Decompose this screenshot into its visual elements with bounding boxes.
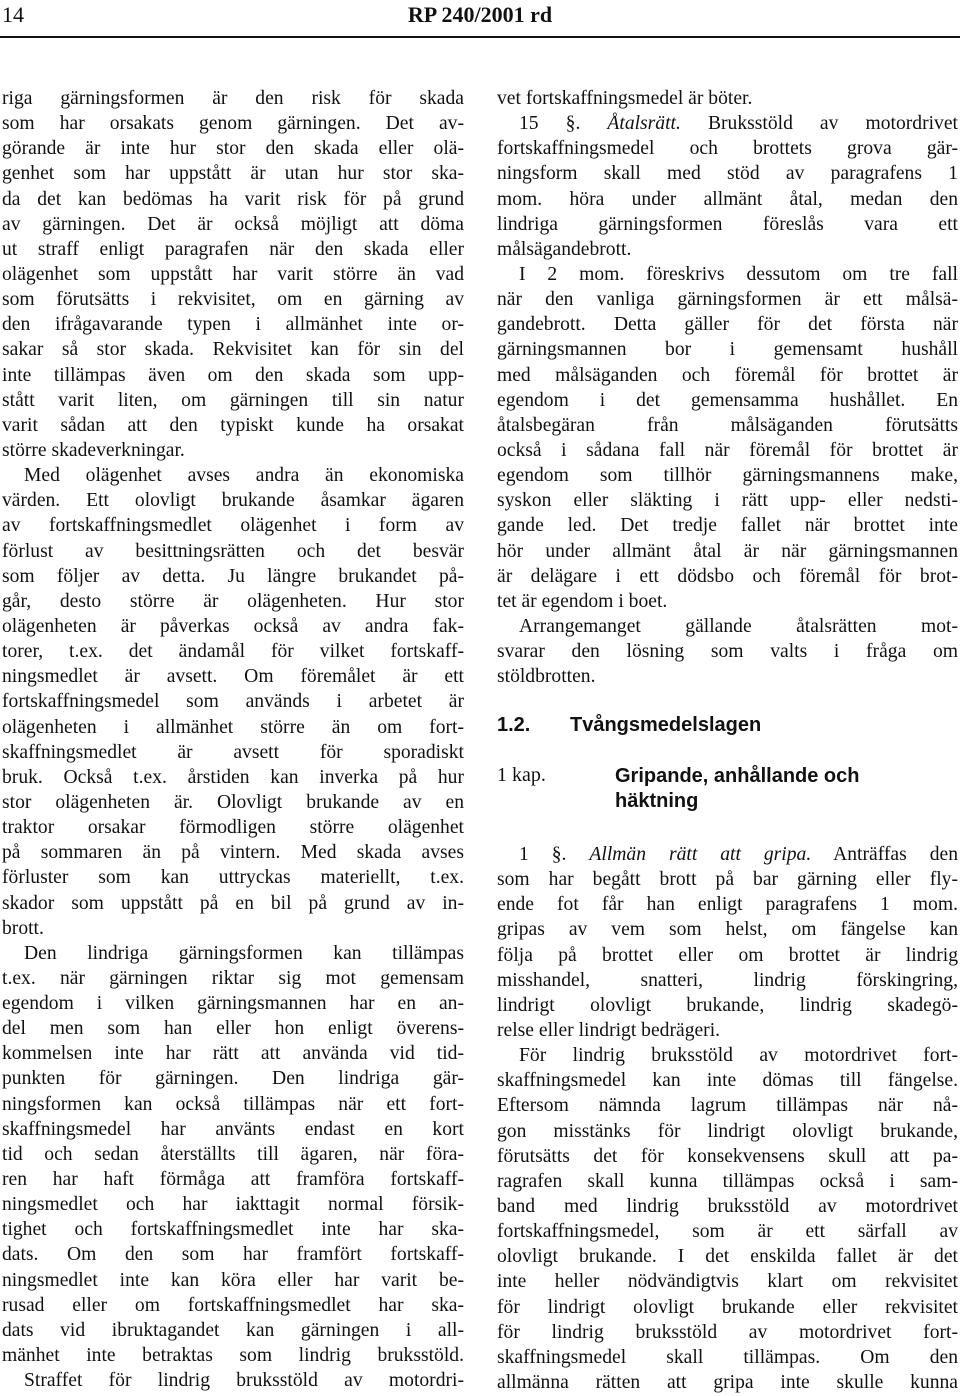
text-line: gärningsmannen bor i gemensamt hushåll <box>497 339 958 361</box>
text-line: för lindrigt olovligt brukande eller rekvisitet <box>497 1296 958 1318</box>
text-line: lindriga gärningsformen föreslås vara ett <box>497 213 958 235</box>
text-line: egendom i det gemensamma hushållet. En <box>497 389 958 411</box>
text-line: när den vanliga gärningsformen är ett målsä- <box>497 289 958 311</box>
text-line: 15 §. Åtalsrätt. Bruksstöld av motordrivet <box>519 113 958 135</box>
text-line: olägenheten i allmänhet större än om fort- <box>2 716 464 738</box>
section-number: 1.2. <box>497 714 531 736</box>
text-line: punkten för gärningen. Den lindriga gär- <box>2 1068 464 1090</box>
text-line: fortskaffningsmedel som används i arbetet är <box>2 691 464 713</box>
text-line: med målsäganden och föremål för brottet är <box>497 364 958 386</box>
text-line: förutsätts det för konsekvensens skull att pa- <box>497 1145 958 1167</box>
text-line: också i sådana fall när föremål för brottet är <box>497 439 958 461</box>
text-line: I 2 mom. föreskrivs dessutom om tre fall <box>519 263 958 285</box>
text-line: ningsformen kan också tillämpas när ett fort- <box>2 1093 464 1115</box>
page-header <box>0 0 960 40</box>
text-line: lindrigt olovligt brukande, lindrig skadegö- <box>497 994 958 1016</box>
text-line: Eftersom nämnda lagrum tillämpas när nå- <box>497 1095 958 1117</box>
text-line: ningsform skall med stöd av paragrafens 1 <box>497 163 958 185</box>
text-line: som har orsakats genom gärningen. Det av- <box>2 113 464 135</box>
text-line: traktor orsakar förmodligen större olägenhet <box>2 817 464 839</box>
text-line: misshandel, snatteri, lindrig förskingring, <box>497 969 958 991</box>
text-line: relse eller lindrigt bedrägeri. <box>497 1019 721 1041</box>
text-line: är delägare i ett dödsbo och föremål för brot- <box>497 565 958 587</box>
text-line: gripas av vem som helst, om fängelse kan <box>497 919 958 941</box>
text-line: fortskaffningsmedel och brottets grova gär- <box>497 138 958 160</box>
text-line: gon misstänks för lindrigt olovligt brukande, <box>497 1120 958 1142</box>
text-line: band med lindrig bruksstöld av motordrivet <box>497 1195 958 1217</box>
text-line: målsägandebrott. <box>497 238 632 260</box>
text-line: vet fortskaffningsmedel är böter. <box>497 88 753 109</box>
text-line: för lindrig bruksstöld av motordrivet fort- <box>497 1321 958 1343</box>
text-line: torer, t.ex. det ändamål för vilket fortskaff- <box>2 641 464 663</box>
text-line: skaffningsmedlet är avsett för sporadiskt <box>2 741 464 763</box>
text-line: Med olägenhet avses andra än ekonomiska <box>24 465 464 487</box>
text-line: dats vid ibruktagandet kan gärningen i all- <box>2 1319 464 1341</box>
text-line: da det kan bedömas ha varit risk för på grund <box>2 188 464 210</box>
document-id: RP 240/2001 rd <box>407 2 553 27</box>
text-line: egendom i vilken gärningsmannen har en an- <box>2 993 464 1015</box>
chapter-title <box>615 764 945 814</box>
text-line: mänhet inte betraktas som lindrig bruksstöld. <box>2 1345 464 1367</box>
chapter-title-line: Gripande, anhållande och <box>615 765 860 787</box>
text-line: tet är egendom i boet. <box>497 590 668 612</box>
text-line: ende fot får han enligt paragrafens 1 mom. <box>497 894 958 916</box>
text-line: skaffningsmedel har använts endast en kort <box>2 1118 464 1140</box>
text-line: olovligt brukande. I det enskilda fallet är det <box>497 1246 958 1268</box>
text-line: görande är inte hur stor den skada eller olä- <box>2 138 464 160</box>
text-line: kommelsen inte har rätt att använda vid tid- <box>2 1043 464 1065</box>
text-line: Den lindriga gärningsformen kan tillämpas <box>24 942 464 964</box>
text-line: större skadeverkningar. <box>2 439 185 461</box>
text-line: bruk. Också t.ex. årstiden kan inverka på hur <box>2 766 464 788</box>
text-line: gandebrott. Detta gäller för det första när <box>497 314 958 336</box>
text-line: olägenheten är påverkas också av andra fak- <box>2 615 464 637</box>
text-line: på sommaren än på vintern. Med skada avses <box>2 842 464 864</box>
page-number: 14 <box>2 2 24 27</box>
text-line: dats. Om den som har framfört fortskaff- <box>2 1244 464 1266</box>
text-line: den ifrågavarande typen i allmänhet inte or- <box>2 314 464 336</box>
text-line: stöldbrotten. <box>497 666 596 688</box>
text-line: gande led. Det tredje fallet när brottet inte <box>497 515 958 537</box>
text-line: åtalsbegäran från målsäganden förutsätts <box>497 414 958 436</box>
text-line: skaffningsmedel kan inte dömas till fängelse. <box>497 1070 958 1092</box>
chapter-title-line: häktning <box>615 790 699 812</box>
text-line: svarar den lösning som valts i fråga om <box>497 641 958 663</box>
text-line: hör under allmänt åtal är när gärningsmannen <box>497 540 958 562</box>
header-rule <box>0 36 960 38</box>
text-line: För lindrig bruksstöld av motordrivet fort- <box>519 1045 958 1067</box>
text-line: sakar så stor skada. Rekvisitet kan för sin del <box>2 339 464 361</box>
text-line: t.ex. när gärningen riktar sig mot gemensam <box>2 967 464 989</box>
chapter-label: 1 kap. <box>497 764 546 786</box>
text-line: skador som uppstått på en bil på grund av in- <box>2 892 464 914</box>
text-line: allmänna rätten att gripa inte skulle kunna <box>497 1371 958 1393</box>
text-line: ragrafen skall kunna tillämpas också i sam- <box>497 1170 958 1192</box>
text-line: tid och sedan återställts till ägaren, när föra- <box>2 1143 464 1165</box>
text-line: brott. <box>2 917 44 939</box>
text-line: genhet som har uppstått är utan hur stor ska- <box>2 163 464 185</box>
text-line: rusad eller om fortskaffningsmedlet har ska- <box>2 1294 464 1316</box>
text-line: som förutsätts i rekvisitet, om en gärning av <box>2 289 464 311</box>
text-line: egendom som tillhör gärningsmannens make, <box>497 465 958 487</box>
text-line: 1 §. Allmän rätt att gripa. Anträffas den <box>519 844 958 865</box>
text-line: mom. höra under allmänt åtal, medan den <box>497 188 958 210</box>
text-line: tighet och fortskaffningsmedlet inte har ska- <box>2 1219 464 1241</box>
text-line: fortskaffningsmedel, som är ett särfall av <box>497 1221 958 1243</box>
text-line: riga gärningsformen är den risk för skada <box>2 88 464 109</box>
text-line: Arrangemanget gällande åtalsrätten mot- <box>519 615 958 637</box>
section-title: Tvångsmedelslagen <box>570 714 762 736</box>
text-line: följa på brottet eller om brottet är lindrig <box>497 944 958 966</box>
text-line: Straffet för lindrig bruksstöld av motordri- <box>24 1370 464 1392</box>
text-line: inte heller nödvändigtvis klart om rekvisitet <box>497 1271 958 1293</box>
text-line: inte tillämpas även om den skada som upp- <box>2 364 464 386</box>
text-line: av fortskaffningsmedlet olägenhet i form av <box>2 515 464 537</box>
text-line: skaffningsmedel skall tillämpas. Om den <box>497 1346 958 1368</box>
text-line: stor olägenheten är. Olovligt brukande av en <box>2 791 464 813</box>
text-line: varit sådan att den typiskt kunde ha orsakat <box>2 414 464 436</box>
text-line: förluster som kan uttryckas materiellt, t.ex. <box>2 867 464 889</box>
text-line: stått varit liten, om gärningen till sin natur <box>2 389 464 411</box>
right-text-column-bottom <box>497 842 958 1395</box>
text-line: går, desto större är olägenheten. Hur stor <box>2 590 464 612</box>
text-line: förlust av besittningsrätten och det besvär <box>2 540 464 562</box>
text-line: ut straff enligt paragrafen när den skada eller <box>2 238 464 260</box>
text-line: som följer av detta. Ju längre brukandet på- <box>2 565 464 587</box>
text-line: syskon eller släkting i rätt upp- eller nedsti- <box>497 490 958 512</box>
text-line: del men som han eller hon enligt överens- <box>2 1018 464 1040</box>
text-line: ningsmedlet inte kan köra eller har varit be- <box>2 1269 464 1291</box>
text-line: olägenhet som uppstått har varit större än vad <box>2 263 464 285</box>
text-line: av gärningen. Det är också möjligt att döma <box>2 213 464 235</box>
text-line: som har begått brott på bar gärning eller fly- <box>497 869 958 891</box>
right-text-column-top <box>497 86 958 689</box>
text-line: ningsmedlet är avsett. Om föremålet är ett <box>2 666 464 688</box>
left-text-column <box>2 86 464 1393</box>
text-line: ren har haft förmåga att framföra fortskaff- <box>2 1169 464 1191</box>
text-line: värden. Ett olovligt brukande åsamkar ägaren <box>2 490 464 512</box>
text-line: ningsmedlet och har iakttagit normal försik- <box>2 1194 464 1216</box>
